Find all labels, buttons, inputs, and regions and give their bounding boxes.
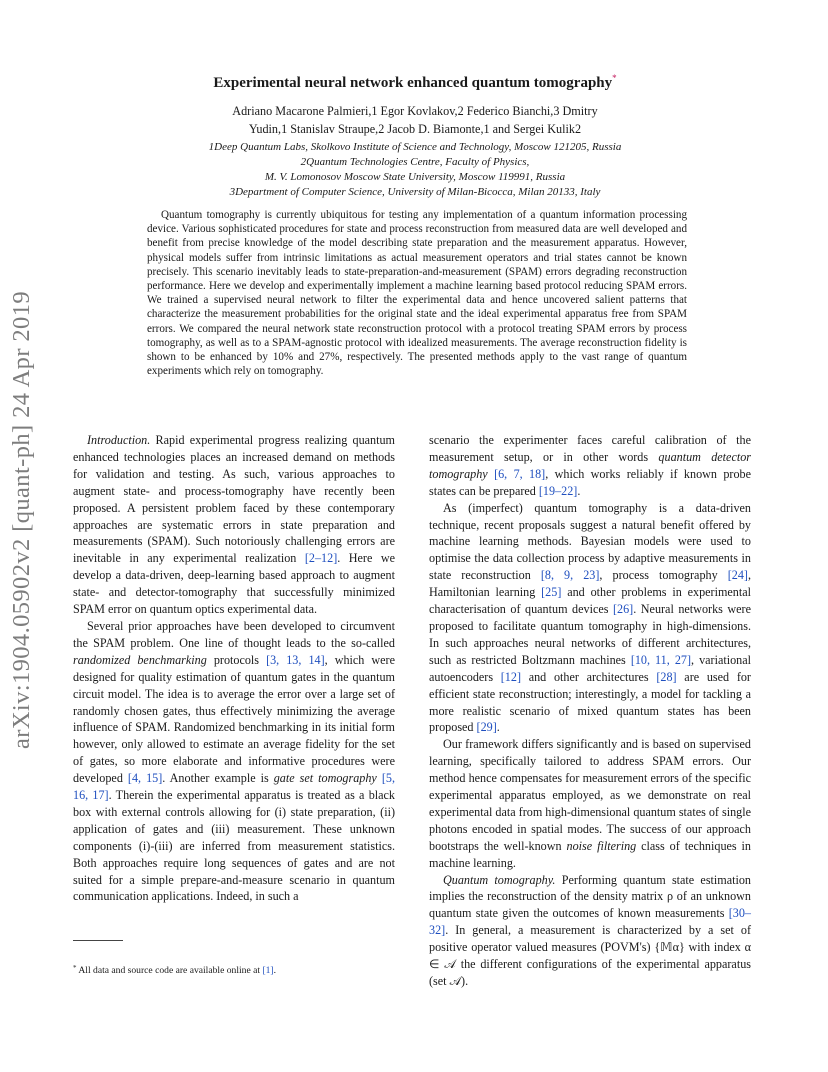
text-run: , process tomography <box>599 568 728 583</box>
text-run: . In general, a measurement is characterized by a set of positive operator valued measures (POVM's) {𝕄α} with index α ∈ 𝒜 the different configurations of the experimental apparatus (set 𝒜). <box>429 923 751 988</box>
affiliation-3: 3Department of Computer Science, University of Milan-Bicocca, Milan 20133, Italy <box>229 186 601 198</box>
footnote-mark: * <box>73 964 77 972</box>
prior-approaches-paragraph <box>73 618 395 905</box>
text-run: Performing quantum state estimation implies the reconstruction of the density matrix ρ of an unknown quantum state given the outcomes of known measurements <box>429 872 752 921</box>
section-label-introduction: Introduction. <box>87 433 151 447</box>
affiliation-1: 1Deep Quantum Labs, Skolkovo Institute of Science and Technology, Moscow 121205, Russia <box>208 141 622 153</box>
emphasis: gate set tomography <box>273 771 377 786</box>
text-run: Several prior approaches have been developed to circumvent the SPAM problem. One line of thought leads to the so-called <box>73 618 395 650</box>
citation-link[interactable]: [12] <box>500 669 521 684</box>
citation-link[interactable]: [10, 11, 27] <box>630 652 692 667</box>
text-run: , which works reliably if known probe states can be prepared <box>429 466 751 498</box>
text-run: . Here we develop a data-driven, deep-learning based approach to augment state- and detector-tomography that successfully minimized SPAM error on quantum optics experimental data. <box>73 551 395 617</box>
arxiv-identifier: arXiv:1904.05902v2 [quant-ph] 24 Apr 2019 <box>8 290 35 750</box>
authors-line-2: Yudin,1 Stanislav Straupe,2 Jacob D. Biamonte,1 and Sergei Kulik2 <box>248 121 582 136</box>
citation-link[interactable]: [8, 9, 23] <box>540 568 600 583</box>
text-run: , variational autoencoders <box>429 652 751 684</box>
authors-line-1: Adriano Macarone Palmieri,1 Egor Kovlakov,2 Federico Bianchi,3 Dmitry <box>232 104 598 118</box>
footnote <box>73 962 395 977</box>
citation-link[interactable]: [26] <box>612 602 634 617</box>
affiliation-2a: 2Quantum Technologies Centre, Faculty of Physics, <box>300 156 530 168</box>
text-run: . <box>577 483 581 498</box>
citation-link[interactable]: [30–32] <box>429 906 751 938</box>
text-run: . <box>496 720 500 735</box>
citation-link[interactable]: [25] <box>541 585 562 600</box>
text-run: Rapid experimental progress realizing quantum enhanced technologies places an increased demand on methods for validation and testing. As such, various approaches to augment state- and process-tomography have recently been proposed. A persistent problem faced by these contemporary approaches are systematic errors in state preparation and measurements (SPAM). Such notoriously challenging errors are inevitable in any experimental realization <box>73 433 395 566</box>
footnote-text: All data and source code are available online at <box>76 965 263 976</box>
text-run: class of techniques in machine learning. <box>429 838 752 870</box>
title-footnote-mark[interactable]: * <box>612 73 617 83</box>
citation-link[interactable]: [2–12] <box>304 551 338 566</box>
text-run: protocols <box>206 652 267 667</box>
emphasis: randomized benchmarking <box>73 652 207 667</box>
text-run: As (imperfect) quantum tomography is a data-driven technique, recent proposals suggest a natural benefit offered by machine learning methods. Bayesian models were used to optimise the data collection process by adaptive measurements in state reconstruction <box>429 500 751 583</box>
continued-paragraph <box>429 432 751 500</box>
section-label-quantum-tomography: Quantum tomography. <box>443 872 556 887</box>
text-run: . Neural networks were proposed to facilitate quantum tomography in high-dimensions. In such approaches neural networks of different architectures, such as restricted Boltzmann machines <box>429 602 751 667</box>
machine-learning-paragraph <box>429 500 751 737</box>
title-text: Experimental neural network enhanced quantum tomography <box>213 75 613 91</box>
footnote-divider <box>73 940 123 941</box>
footnote-text-end: . <box>273 965 277 976</box>
citation-link[interactable]: [5, 16, 17] <box>73 771 396 803</box>
text-run: scenario the experimenter faces careful calibration of the measurement setup, or in other words <box>429 433 751 464</box>
citation-link[interactable]: [4, 15] <box>127 771 163 786</box>
text-run: Our framework differs significantly and is based on supervised learning, specifically tailored to address SPAM errors. Our method hence compensates for measurement errors of the specific experimental apparatus employed, as we demonstrate on real experimental data from high-dimensional quantum states of single photons encoded in spatial modes. The success of our approach bootstraps the well-known <box>429 737 751 853</box>
quantum-tomography-paragraph <box>429 872 751 990</box>
right-column <box>429 432 751 990</box>
citation-link[interactable]: [1] <box>262 965 274 976</box>
affiliations <box>120 140 710 200</box>
citation-link[interactable]: [24] <box>727 568 748 583</box>
left-column <box>73 432 395 905</box>
paper-title <box>90 68 740 93</box>
text-run: , Hamiltonian learning <box>429 568 751 600</box>
citation-link[interactable]: [28] <box>656 669 677 684</box>
text-run: and other problems in experimental characterisation of quantum devices <box>429 585 751 617</box>
author-list <box>170 103 660 138</box>
affiliation-2b: M. V. Lomonosov Moscow State University, Moscow 119991, Russia <box>264 171 566 183</box>
abstract: Quantum tomography is currently ubiquitous for testing any implementation of a quantum information processing device. Various sophisticated procedures for state and process reconstruction from measured data are well developed and benefit from precise knowledge of the model describing state preparation and the measurement apparatus. However, physical models suffer from intrinsic limitations as actual measurement operators and trial states cannot be known precisely. This scenario inevitably leads to state-preparation-and-measurement (SPAM) errors degrading reconstruction performance. Here we develop and experimentally implement a machine learning based protocol reducing SPAM errors. We trained a supervised neural network to filter the experimental data and hence uncovered salient patterns that characterize the measurement probabilities for the original state and the ideal experimental apparatus free from SPAM errors. We compared the neural network state reconstruction protocol with a protocol treating SPAM errors by process tomography, as well as to a SPAM-agnostic protocol with idealized measurements. The average reconstruction fidelity is shown to be enhanced by 10% and 27%, respectively. The presented methods apply to the vast range of quantum experiments which rely on tomography. <box>147 209 687 378</box>
intro-paragraph <box>73 432 395 618</box>
text-run: and other architectures <box>521 669 657 684</box>
framework-paragraph <box>429 736 751 871</box>
emphasis: quantum detector tomography <box>429 449 751 481</box>
citation-link[interactable]: [6, 7, 18] <box>494 466 546 481</box>
text-run: , which were designed for quality estimation of quantum gates in the quantum circuit model. The idea is to average the error over a large set of randomly chosen gates, thus effectively minimizing the average influence of SPAM. Randomized benchmarking in its initial form however, only allowed to estimate an average fidelity for the set of gates, so more elaborate and informative procedures were developed <box>73 652 395 786</box>
citation-link[interactable]: [3, 13, 14] <box>266 652 325 667</box>
citation-link[interactable]: [19–22] <box>538 483 578 498</box>
citation-link[interactable]: [29] <box>476 720 497 735</box>
text-run: . Therein the experimental apparatus is treated as a black box with external controls allowing for (i) state preparation, (ii) application of gates and (iii) measurement. These unknown components (i)-(iii) are inferred from measurement statistics. Both approaches require long sequences of gates and are not suited for a simple prepare-and-measure scenario in quantum communication applications. Indeed, in such a <box>73 788 395 904</box>
emphasis: noise filtering <box>566 838 637 853</box>
text-run: are used for efficient state reconstruction; interestingly, a model for tackling a more realistic scenario of mixed quantum states has been proposed <box>429 669 751 735</box>
text-run: . Another example is <box>162 771 274 786</box>
